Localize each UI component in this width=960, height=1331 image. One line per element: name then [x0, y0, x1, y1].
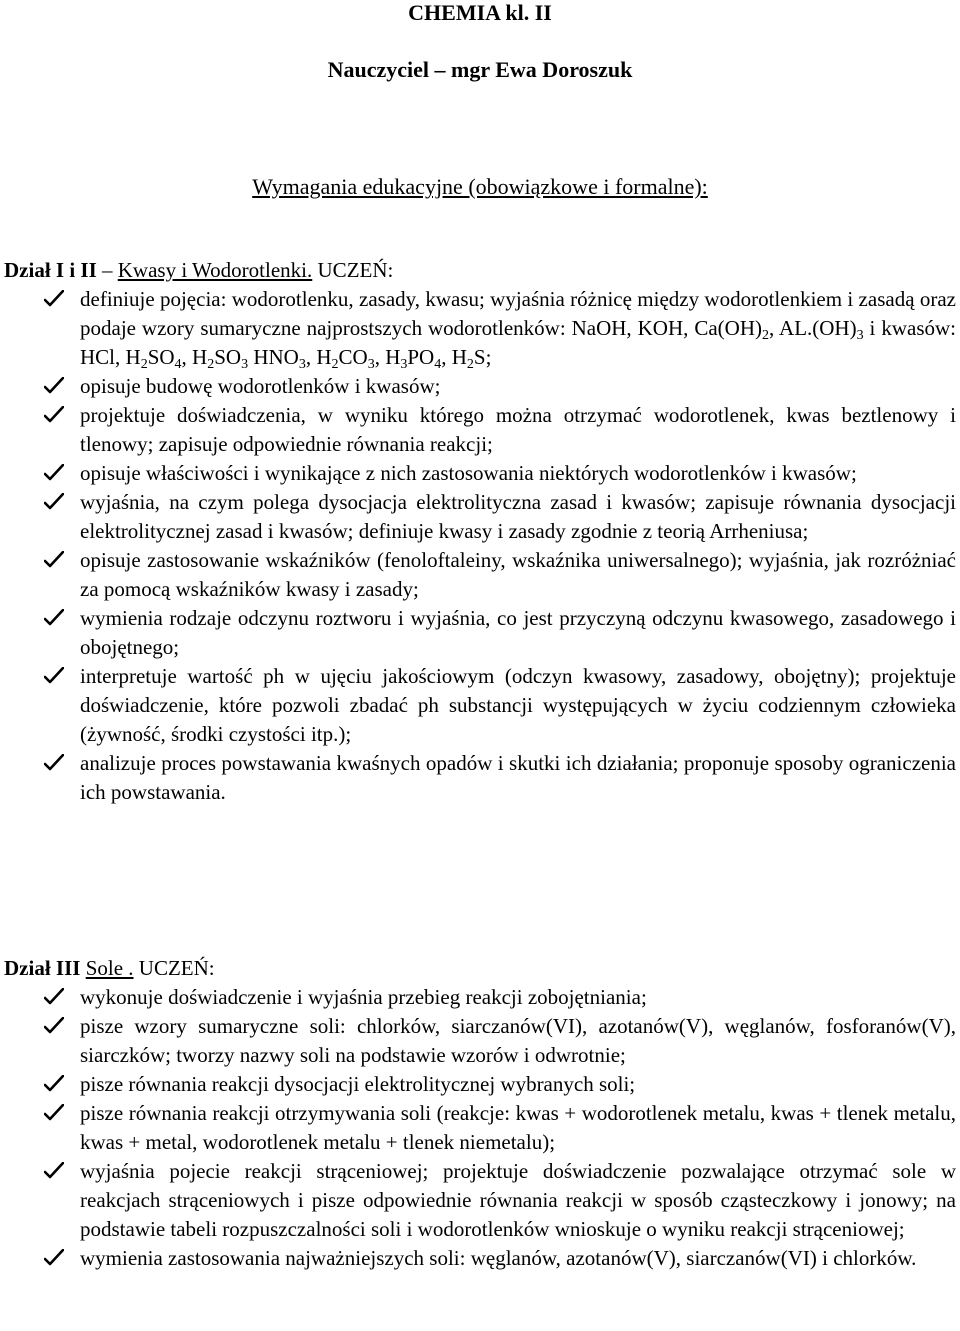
checkmark-icon — [44, 459, 66, 488]
checkmark-icon — [44, 285, 66, 314]
section-label: Dział III — [4, 956, 81, 980]
list-item — [4, 285, 956, 372]
checkmark-icon — [44, 372, 66, 401]
list-item: interpretuje wartość ph w ujęciu jakościowym (odczyn kwasowy, zasadowy, obojętny); projektuje doświadczenie, które pozwoli zbadać ph substancji występujących w życiu codziennym człowieka (żywność, środki czystości itp.); — [4, 662, 956, 749]
page-title: CHEMIA kl. II — [408, 0, 552, 25]
formula-text: definiuje pojęcia: wodorotlenku, zasady, kwasu; wyjaśnia różnicę między wodorotlenkiem i zasadą oraz podaje wzory sumaryczne najprostszych wodorotlenków: NaOH, KOH, $Ca(OH)_2$, $AL.(OH)_3$ i kwasów: HCl, $H_2SO_4$, $H_2SO_3$ $HNO_3$, $H_2CO_3$, $H_3PO_4$, $H_2S$; — [80, 287, 956, 372]
list-item: opisuje budowę wodorotlenków i kwasów; — [4, 372, 956, 401]
list-item: projektuje doświadczenia, w wyniku którego można otrzymać wodorotlenek, kwas beztlenowy i tlenowy; zapisuje odpowiednie równania reakcji; — [4, 401, 956, 459]
checkmark-icon — [44, 983, 66, 1012]
teacher-name: Nauczyciel – mgr Ewa Doroszuk — [327, 57, 633, 82]
checkmark-icon — [44, 1012, 66, 1041]
list-item: pisze równania reakcji otrzymywania soli (reakcje: kwas + wodorotlenek metalu, kwas + tlenek metalu, kwas + metal, wodorotlenek metalu + tlenek niemetalu); — [4, 1099, 956, 1157]
section-dash: – — [96, 258, 118, 282]
section-acids-bases — [4, 256, 956, 807]
list-item: opisuje właściwości i wynikające z nich zastosowania niektórych wodorotlenków i kwasów; — [4, 459, 956, 488]
list-item: analizuje proces powstawania kwaśnych opadów i skutki ich działania; proponuje sposoby ograniczenia ich powstawania. — [4, 749, 956, 807]
list-item: wymienia rodzaje odczynu roztworu i wyjaśnia, co jest przyczyną odczynu kwasowego, zasadowego i obojętnego; — [4, 604, 956, 662]
requirements-heading: Wymagania edukacyjne (obowiązkowe i formalne): — [252, 174, 708, 199]
checkmark-icon — [44, 604, 66, 633]
checkmark-icon — [44, 546, 66, 575]
list-item: wymienia zastosowania najważniejszych soli: węglanów, azotanów(V), siarczanów(VI) i chlorków. — [4, 1244, 956, 1273]
list-item: wyjaśnia, na czym polega dysocjacja elektrolityczna zasad i kwasów; zapisuje równania dysocjacji elektrolitycznej zasad i kwasów; definiuje kwasy i zasady zgodnie z teorią Arrheniusa; — [4, 488, 956, 546]
section-salts — [4, 954, 956, 1273]
list-item: wyjaśnia pojecie reakcji strąceniowej; projektuje doświadczenie pozwalające otrzymać sole w reakcjach strąceniowych i pisze odpowiednie równania reakcji w sposób cząsteczkowy i jonowy; na podstawie tabeli rozpuszczalności soli i wodorotlenków wnioskuje o wyniku reakcji strąceniowej; — [4, 1157, 956, 1244]
requirements-list — [4, 285, 956, 807]
checkmark-icon — [44, 749, 66, 778]
list-item: wykonuje doświadczenie i wyjaśnia przebieg reakcji zobojętniania; — [4, 983, 956, 1012]
section-topic: Sole . — [85, 956, 134, 980]
list-item: pisze równania reakcji dysocjacji elektrolitycznej wybranych soli; — [4, 1070, 956, 1099]
checkmark-icon — [44, 1070, 66, 1099]
section-student: UCZEŃ: — [133, 956, 215, 980]
list-item: opisuje zastosowanie wskaźników (fenoloftaleiny, wskaźnika uniwersalnego); wyjaśnia, jak rozróżniać za pomocą wskaźników kwasy i zasady; — [4, 546, 956, 604]
list-item: pisze wzory sumaryczne soli: chlorków, siarczanów(VI), azotanów(V), węglanów, fosforanów(V), siarczków; tworzy nazwy soli na podstawie wzorów i odwrotnie; — [4, 1012, 956, 1070]
checkmark-icon — [44, 488, 66, 517]
checkmark-icon — [44, 662, 66, 691]
section-topic: Kwasy i Wodorotlenki. — [117, 258, 313, 282]
section-heading — [4, 256, 956, 285]
section-student: UCZEŃ: — [312, 258, 394, 282]
checkmark-icon — [44, 1157, 66, 1186]
checkmark-icon — [44, 401, 66, 430]
checkmark-icon — [44, 1244, 66, 1273]
section-heading — [4, 954, 956, 983]
requirements-list — [4, 983, 956, 1273]
section-label: Dział I i II — [4, 258, 97, 282]
checkmark-icon — [44, 1099, 66, 1128]
